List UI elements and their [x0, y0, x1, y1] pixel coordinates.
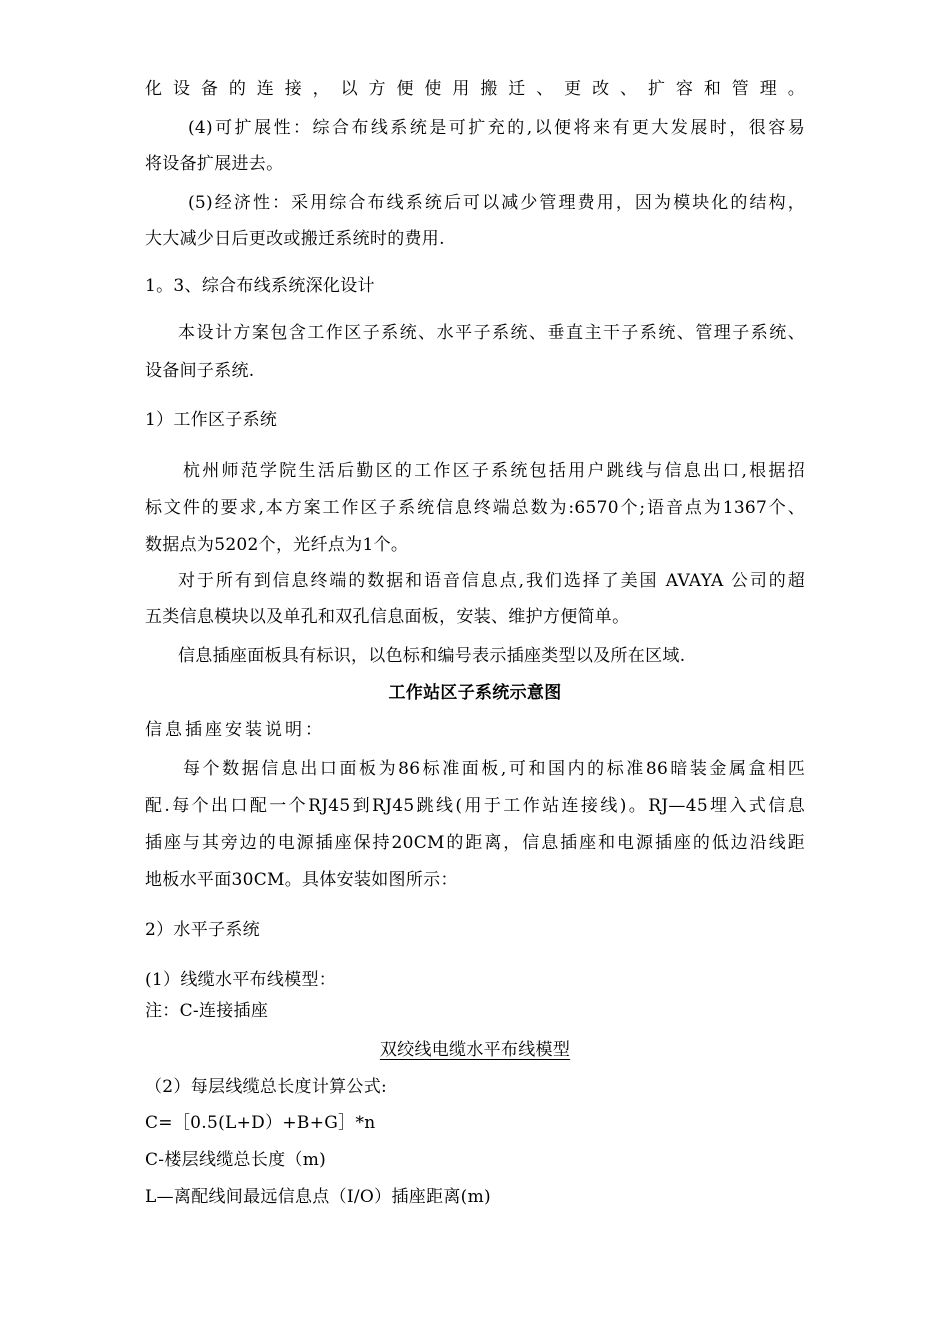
- figure-caption: 双绞线电缆水平布线模型: [379, 1040, 571, 1060]
- paragraph-line: (5)经济性：采用综合布线系统后可以减少管理费用，因为模块化的结构，: [188, 193, 805, 213]
- formula-line: C=［0.5(L+D）+B+G］*n: [145, 1113, 376, 1133]
- paragraph-line: 五类信息模块以及单孔和双孔信息面板，安装、维护方便简单。: [145, 607, 630, 627]
- paragraph-line: （2）每层线缆总长度计算公式:: [145, 1077, 388, 1097]
- note-line: 注：C-连接插座: [145, 1001, 269, 1021]
- paragraph-line: 化设备的连接，以方便使用搬迁、更改、扩容和管理。: [145, 79, 805, 99]
- paragraph-line: 插座与其旁边的电源插座保持20CM的距离，信息插座和电源插座的低边沿线距: [145, 833, 805, 853]
- subsection-heading: 1）工作区子系统: [145, 410, 278, 430]
- paragraph-line: 地板水平面30CM。具体安装如图所示：: [145, 870, 458, 890]
- paragraph-line: 大大减少日后更改或搬迁系统时的费用.: [145, 229, 445, 249]
- paragraph-line: (4)可扩展性：综合布线系统是可扩充的,以便将来有更大发展时，很容易: [188, 118, 805, 138]
- paragraph-line: 对于所有到信息终端的数据和语音信息点,我们选择了美国 AVAYA 公司的超: [178, 571, 805, 591]
- paragraph-line: 数据点为5202个，光纤点为1个。: [145, 535, 409, 555]
- paragraph-line: 信息插座面板具有标识，以色标和编号表示插座类型以及所在区域.: [178, 646, 686, 666]
- paragraph-line: 标文件的要求,本方案工作区子系统信息终端总数为:6570个;语音点为1367个、: [145, 498, 805, 518]
- section-heading: 1。3、综合布线系统深化设计: [145, 276, 375, 296]
- definition-line: L—离配线间最远信息点（I/O）插座距离(m): [145, 1187, 491, 1207]
- definition-line: C-楼层线缆总长度（m): [145, 1150, 327, 1170]
- figure-caption: 工作站区子系统示意图: [388, 683, 562, 703]
- subsection-heading: 2）水平子系统: [145, 920, 260, 940]
- paragraph-line: 本设计方案包含工作区子系统、水平子系统、垂直主干子系统、管理子系统、: [178, 323, 805, 343]
- paragraph-line: 配.每个出口配一个RJ45到RJ45跳线(用于工作站连接线)。RJ—45埋入式信息: [145, 796, 805, 816]
- paragraph-line: 杭州师范学院生活后勤区的工作区子系统包括用户跳线与信息出口,根据招: [183, 461, 805, 481]
- paragraph-line: 将设备扩展进去。: [145, 154, 284, 174]
- paragraph-line: (1）线缆水平布线模型：: [145, 970, 337, 990]
- paragraph-line: 设备间子系统.: [145, 361, 255, 381]
- paragraph-heading: 信息插座安装说明：: [145, 720, 325, 740]
- paragraph-line: 每个数据信息出口面板为86标准面板,可和国内的标准86暗装金属盒相匹: [183, 759, 805, 779]
